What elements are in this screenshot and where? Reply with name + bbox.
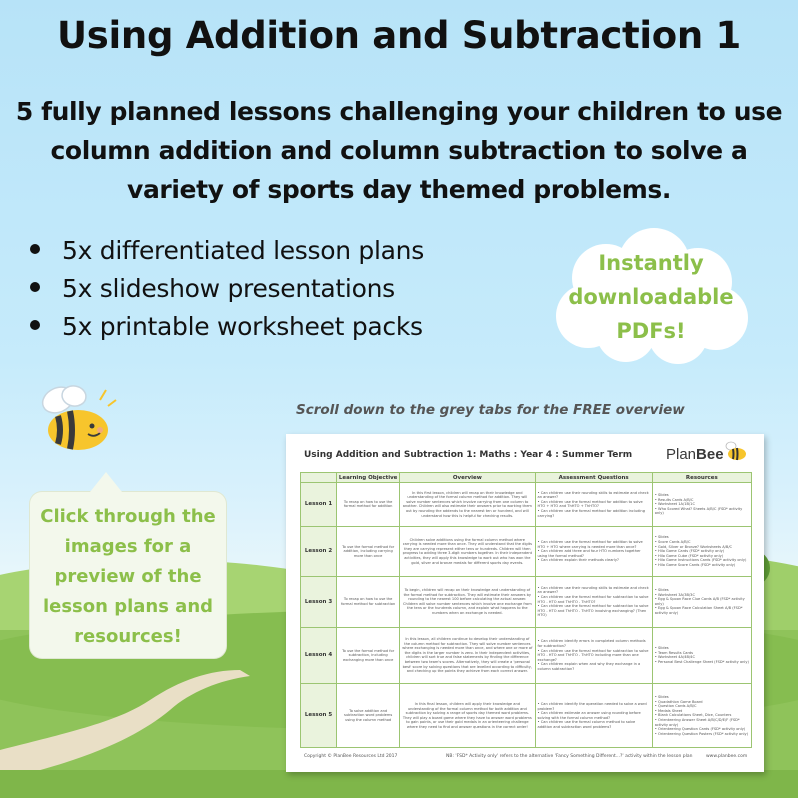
planbee-logo: PlanBee <box>666 446 724 463</box>
bullet-icon <box>30 244 40 254</box>
table-row <box>301 684 752 748</box>
learning-objective: To recap on how to use the formal method for subtraction <box>337 577 400 627</box>
footnote-text: NB: 'FSD* Activity only' refers to the alternative 'Fancy Something Different...?' activity within the lesson plan <box>446 754 693 759</box>
lesson-label: Lesson 2 <box>301 526 337 576</box>
resources-list: • Slides • Score Cards A/B/C • Gold, Silver or Bronze? Worksheets A/B/C • Hilo Game Cards (FSD* activity only) • Hilo Game Cube (FSD* activity only) • Hilo Game Instructions Cards (FSD* activity only) • Hilo Game Score Cards (FSD* activity only) <box>652 526 751 576</box>
overview-text: Children solve additions using the formal column method where carrying is needed more than once. They will understand that the digits they are carrying represent either tens or hundreds. Children will then progress to adding three 3-digit numbers together. In their independent activities, they will apply this knowledge to work out who has won the gold, silver and bronze medals for different sports day events. <box>400 526 535 576</box>
bee-mascot-icon <box>28 378 118 458</box>
assessment-questions: • Can children use their rounding skills to estimate and check an answer? • Can children use the formal method for subtraction to solve HTO - HTO and ThHTO - ThHTO? • Can children use the formal method for subtraction to solve HTO - HTO and ThHTO - ThHTO involving exchanging? (Then HTO) <box>535 577 652 627</box>
resources-list: • Slides • Team Results Cards • Worksheet 4A/4B/4C • Personal Best Challenge Sheet (FSD* activity only) <box>652 627 751 684</box>
learning-objective: To recap on how to use the formal method for addition <box>337 483 400 527</box>
bullet-icon <box>30 282 40 292</box>
copyright-text: Copyright © PlanBee Resources Ltd 2017 <box>304 754 398 759</box>
overview-text: In this lesson, all children continue to develop their understanding of the column method for subtraction. They will solve number sentences where exchanging is needed more than once, and where one or more of the digits in the larger number is zero. In their independent activities, children will sort true and false statements by finding the difference between two team's scores. Alternatively, they will create a 'personal best' score by solving questions that are levelled according to difficulty, and checking up the points they achieve from each correct answer. <box>400 627 535 684</box>
assessment-questions: • Can children use their rounding skills to estimate and check an answer? • Can children use the formal method for addition to solve HTO + HTO and ThHTO + ThHTO? • Can children use the formal method for addition including carrying? <box>535 483 652 527</box>
lesson-label: Lesson 1 <box>301 483 337 527</box>
feature-item: 5x differentiated lesson plans <box>30 232 424 270</box>
cloud-text: Instantly downloadable PDFs! <box>568 251 734 343</box>
document-title: Using Addition and Subtraction 1: Maths : Year 4 : Summer Term <box>304 450 633 460</box>
lesson-label: Lesson 4 <box>301 627 337 684</box>
feature-item: 5x slideshow presentations <box>30 270 424 308</box>
table-row <box>301 627 752 684</box>
table-row <box>301 577 752 627</box>
page-title: Using Addition and Subtraction 1 <box>57 14 741 57</box>
callout-text: Click through the images for a preview of the lesson plans and resources! <box>40 506 216 647</box>
lesson-overview-preview[interactable] <box>286 434 764 772</box>
column-header: Learning Objective <box>337 473 400 483</box>
lesson-label: Lesson 5 <box>301 684 337 748</box>
column-header: Resources <box>652 473 751 483</box>
table-header-row <box>301 473 752 483</box>
product-description: 5 fully planned lessons challenging your children to use column addition and column subtraction to solve a variety of sports day themed problems. <box>15 97 783 204</box>
learning-objective: To use the formal method for addition, including carrying more than once <box>337 526 400 576</box>
overview-text: In this first lesson, children will recap on their knowledge and understanding of the formal column method for addition. They will solve number sentences which involve carrying from one column to another. Children will also estimate their answers prior to working them out by rounding the addends to the nearest ten or hundred, and will understand how this is helpful for checking results. <box>400 483 535 527</box>
bullet-icon <box>30 320 40 330</box>
assessment-questions: • Can children use the formal method for addition to solve HTO + HTO where carrying is needed more than once? • Can children add three and four HTO numbers together using the formal method? • Can children explain their methods clearly? <box>535 526 652 576</box>
logo-bee-icon <box>722 440 748 462</box>
learning-objective: To solve addition and subtraction word problems using the column method <box>337 684 400 748</box>
resources-list: • Slides • Quadathlon Game Board • Question Cards A/B/C • Medals Sheet • Blank Calculations Sheet, Dice, Counters • Orienteering Answer Sheet A/B/C/D/E/F (FSD* activity only) • Orienteering Question Cards (FSD* activity only) • Orienteering Question Posters (FSD* activity only) <box>652 684 751 748</box>
lesson-label: Lesson 3 <box>301 577 337 627</box>
overview-text: In this final lesson, children will apply their knowledge and understanding of the formal column method for both addition and subtraction by solving a range of sports day themed word problems. They will play a board game where they have to answer word problems to gain points, or use their gold medals in an orienteering challenge where they need to find and answer questions in the correct order! <box>400 684 535 748</box>
column-header: Assessment Questions <box>535 473 652 483</box>
feature-list <box>30 232 424 346</box>
resources-list: • Slides • Worksheet 3A/3B/3C • Egg & Spoon Race Clue Cards A/B (FSD* activity only) • Egg & Spoon Race Calculation Sheet A/B (FSD* activity only) <box>652 577 751 627</box>
feature-item: 5x printable worksheet packs <box>30 308 424 346</box>
learning-objective: To use the formal method for subtraction, including exchanging more than once <box>337 627 400 684</box>
lesson-table <box>300 472 752 748</box>
resources-list: • Slides • Results Cards A/B/C • Worksheet 1A/1B/1C • Who Scored What? Sheets A/B/C (FSD* activity only) <box>652 483 751 527</box>
scroll-note: Scroll down to the grey tabs for the FREE overview <box>296 402 685 418</box>
assessment-questions: • Can children identify errors in completed column methods for subtraction? • Can children use the formal method for subtraction to solve HTO - HTO and ThHTO - ThHTO including more than one exchange? • Can children explain when and why they exchange in a column subtraction? <box>535 627 652 684</box>
table-row <box>301 483 752 527</box>
column-header <box>301 473 337 483</box>
overview-text: To begin, children will recap on their knowledge and understanding of the formal method for subtraction. They will estimate their answers by rounding to the nearest 100 before calculating the actual answer. Children will solve number sentences which involve one exchange from the tens or the hundreds column, and explain what happens to the numbers when an exchange is needed. <box>400 577 535 627</box>
assessment-questions: • Can children identify the operation needed to solve a word problem? • Can children estimate an answer using rounding before solving with the formal column method? • Can children use the formal column method to solve addition and subtraction word problems? <box>535 684 652 748</box>
column-header: Overview <box>400 473 535 483</box>
table-row <box>301 526 752 576</box>
website-link[interactable]: www.planbee.com <box>706 754 748 759</box>
